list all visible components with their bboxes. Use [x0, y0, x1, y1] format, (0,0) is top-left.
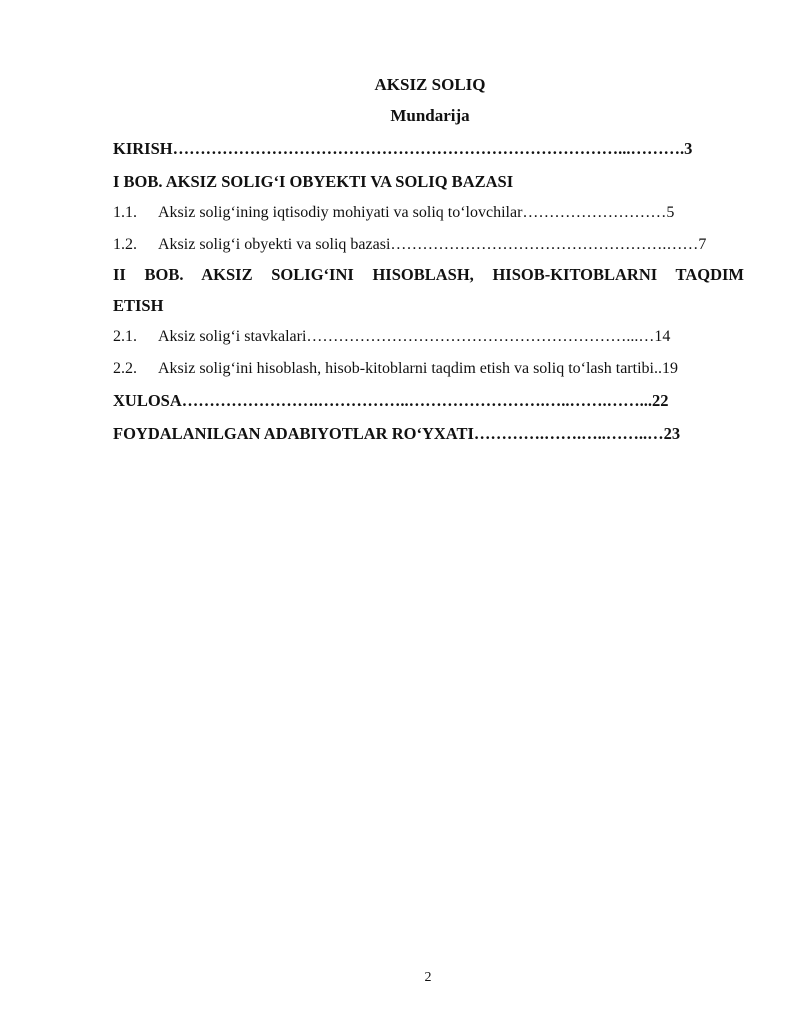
toc-entry-text: Aksiz solig‘ini hisoblash, hisob-kitoblarni taqdim etish va soliq to‘lash tartibi..19 — [158, 360, 678, 377]
toc-entry-text: Aksiz solig‘i obyekti va soliq bazasi…………………………………………….……7 — [158, 236, 707, 253]
toc-entry-number: 1.2. — [113, 236, 137, 253]
toc-entry-number: 2.1. — [113, 328, 137, 345]
toc-entry-intro: KIRISH………………………………………………………………………...……….3 — [113, 139, 693, 158]
toc-entry-number: 2.2. — [113, 360, 137, 377]
toc-entry-text: Aksiz solig‘i stavkalari……………………………………………………...…14 — [158, 328, 671, 345]
document-title: AKSIZ SOLIQ — [374, 75, 486, 94]
toc-heading: Mundarija — [390, 106, 470, 125]
toc-entry-number: 1.1. — [113, 204, 137, 221]
toc-chapter-1-title: I BOB. AKSIZ SOLIG‘I OBYEKTI VA SOLIQ BAZASI — [113, 172, 514, 191]
toc-entry-2-1 — [113, 326, 744, 348]
toc-entry-text: Aksiz solig‘ining iqtisodiy mohiyati va soliq to‘lovchilar………………………5 — [158, 204, 675, 221]
toc-chapter-2-title-continued: ETISH — [113, 296, 164, 315]
toc-entry-1-2 — [113, 234, 744, 256]
toc-entry-conclusion: XULOSA…………………….……………..…………………….…..…….……...22 — [113, 391, 669, 410]
toc-entry-1-1 — [113, 202, 744, 224]
toc-entry-2-2 — [113, 358, 744, 380]
page-number: 2 — [424, 970, 432, 985]
toc-chapter-2-title: II BOB. AKSIZ SOLIG‘INI HISOBLASH, HISOB-KITOBLARNI TAQDIM — [113, 265, 744, 284]
toc-entry-references: FOYDALANILGAN ADABIYOTLAR RO‘YXATI………….…….…..……..…23 — [113, 424, 681, 443]
